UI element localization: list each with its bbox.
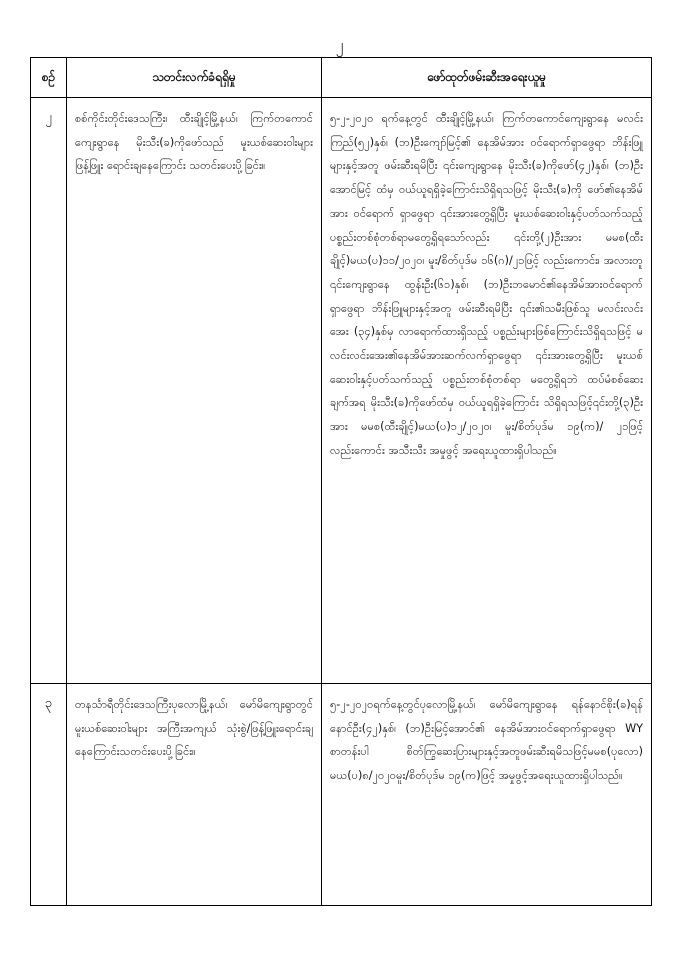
table-row (31, 98, 652, 684)
row-action-text: ၅-၂-၂၀၂၀ရက်နေ့တွင်ပုလောမြို့နယ်၊ မော်မိကျေးရွာနေ ရန်နောင်စိုး(ခ)ရန်နောင်ဦး(၄၂)နှစ်၊ (ဘ)ဦးမြင့်အောင်၏ နေအိမ်အားဝင်ရောက်ရှာဖွေရာ WY စာတန်းပါ စိတ်ကြွဆေးပြားများနှင့်အတူဖမ်းဆီးရမိသဖြင့်မမစ(ပုလော) မယ(ပ)၈/၂၀၂၀မူး/စိတ်ပုဒ်မ ၁၉(က)ဖြင့် အမှုဖွင့်အရေးယူထားရှိပါသည်။ (322, 684, 652, 906)
table-header-row (31, 58, 652, 98)
row-news-text: တနင်္သာရီတိုင်းဒေသကြီးပုလောမြို့နယ်၊ မော်မိကျေးရွာတွင် မူးယစ်ဆေးဝါးများ အကြီးအကျယ် သုံးစွဲ/ဖြန့်ဖြူးရောင်းချ နေကြောင်းသတင်းပေးပို့ခြင်း။ (67, 684, 322, 906)
row-action-text: ၅-၂-၂၀၂၀ ရက်နေ့တွင် ထီးချိုင့်မြို့နယ်၊ ကြက်တကောင်ကျေးရွာနေ မလင်းကြည်(၅၂)နှစ်၊ (ဘ)ဦးကျော်မြင့်၏ နေအိမ်အား ဝင်ရောက်ရှာဖွေရာ ဘိန်းဖြူများနှင့်အတူ ဖမ်းဆီးရမိပြီး ၎င်းကျေးရွာနေ မိုးသီး(ခ)ကိုဖော်(၄၂)နှစ်၊ (ဘ)ဦးအောင်မြင့် ထံမှ ဝယ်ယူရရှိခဲ့ကြောင်းသိရှိရသဖြင့် မိုးသီး(ခ)ကို ဖော်၏နေအိမ်အား ဝင်ရောက် ရှာဖွေရာ ၎င်းအားတွေ့ရှိပြီး မူးယစ်ဆေးဝါးနှင့်ပတ်သက်သည့် ပစ္စည်းတစ်စုံတစ်ရာမတွေ့ရှိရသော်လည်း ၎င်းတို့(၂)ဦးအား မမစ(ထီးချိုင့်)မယ(ပ)၁၁/၂၀၂၀၊ မူး/စိတ်ပုဒ်မ ၁၆(ဂ)/၂၁ဖြင့် လည်းကောင်း၊ အလားတူ ၎င်းကျေးရွာနေ ထွန်းဦး(၆၁)နှစ်၊ (ဘ)ဦးဘမောင်၏နေအိမ်အားဝင်ရောက်ရှာဖွေရာ ဘိန်းဖြူများနှင့်အတူ ဖမ်းဆီးရမိပြီး ၎င်း၏သမီးဖြစ်သူ မလင်းလင်းအေး (၃၄)နှစ်မှ လာရောက်ထားရှိသည့် ပစ္စည်းများဖြစ်ကြောင်းသိရှိရသဖြင့် မလင်းလင်းအေး၏နေအိမ်အားဆက်လက်ရှာဖွေရာ ၎င်းအားတွေ့ရှိပြီး မူးယစ်ဆေးဝါးနှင့်ပတ်သက်သည့် ပစ္စည်းတစ်စုံတစ်ရာ မတွေ့ရှိရဘဲ ထပ်မံစစ်ဆေးချက်အရ မိုးသီး(ခ)ကိုဖော်ထံမှ ဝယ်ယူရရှိခဲ့ကြောင်း သိရှိရသဖြင့်၎င်းတို့(၃)ဦးအား မမစ(ထီးချိုင့်)မယ(ပ)၁၂/၂၀၂၀၊ မူး/စိတ်ပုဒ်မ ၁၉(က)/ ၂၁ဖြင့် လည်းကောင်း အသီးသီး အမှုဖွင့် အရေးယူထားရှိပါသည်။ (322, 98, 652, 684)
row-serial-no: ၂ (31, 98, 67, 684)
header-serial-no: စဉ် (31, 58, 67, 98)
row-serial-no: ၃ (31, 684, 67, 906)
row-news-text: စစ်ကိုင်းတိုင်းဒေသကြီး၊ ထီးချိုင့်မြို့နယ်၊ ကြက်တကောင်ကျေးရွာနေ မိုးသီး(ခ)ကိုဖော်သည် မူးယစ်ဆေးဝါးများ ဖြန့်ဖြူး ရောင်းချနေကြောင်း သတင်းပေးပို့ခြင်း။ (67, 98, 322, 684)
table-row (31, 684, 652, 906)
page-number: ၂ (335, 35, 344, 54)
header-action-taken: ဖော်ထုတ်ဖမ်းဆီးအရေးယူမှု (322, 58, 652, 98)
report-table (30, 57, 652, 906)
header-news-received: သတင်းလက်ခံရရှိမှု (67, 58, 322, 98)
